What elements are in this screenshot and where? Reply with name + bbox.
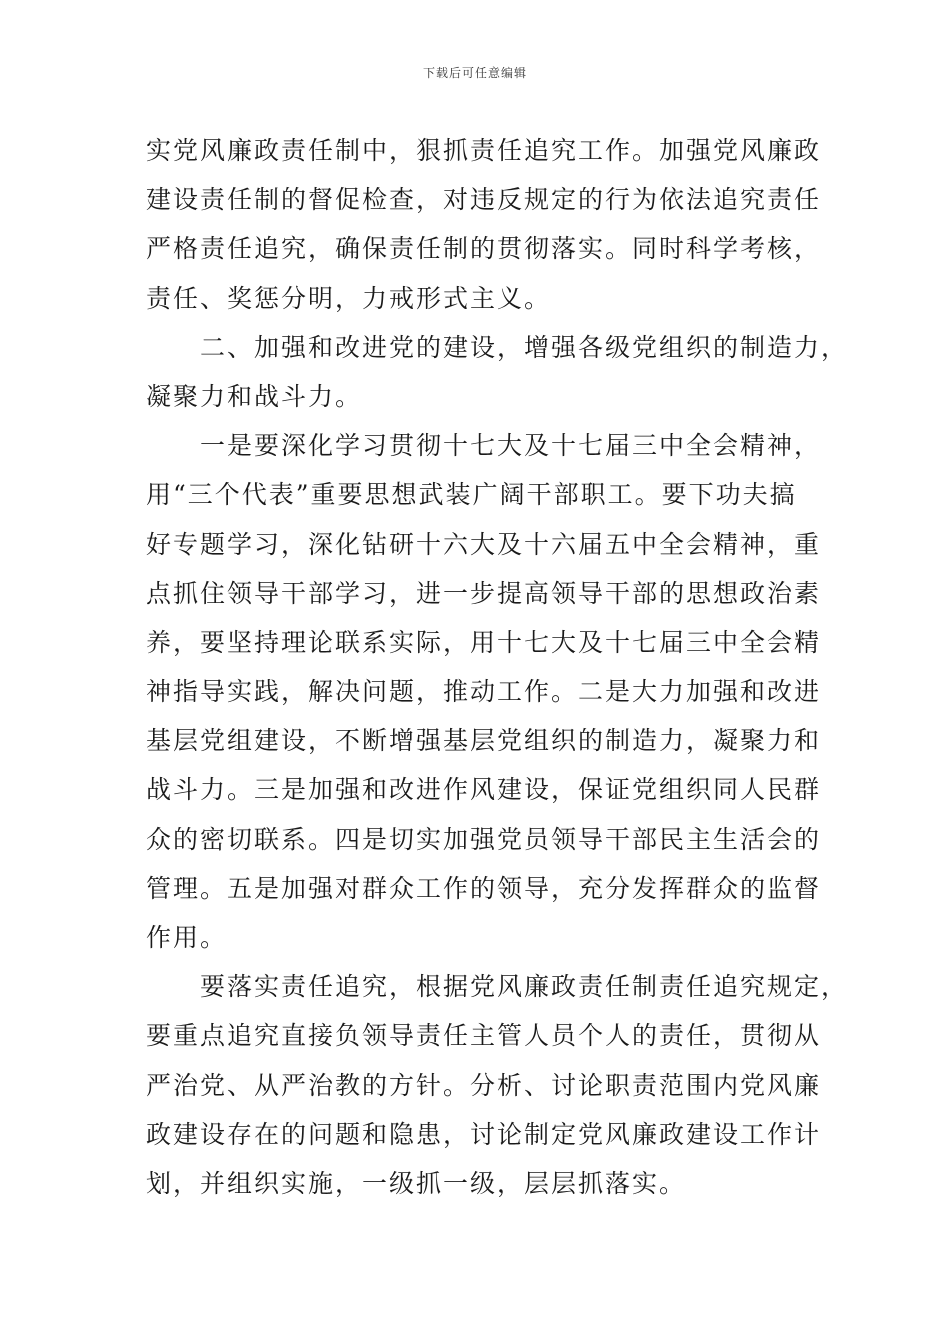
text-line: 管理。五是加强对群众工作的领导，充分发挥群众的监督 bbox=[146, 873, 822, 903]
text-line: 实党风廉政责任制中，狠抓责任追究工作。加强党风廉政 bbox=[146, 136, 822, 165]
text-line: 一是要深化学习贯彻十七大及十七届三中全会精神， bbox=[200, 431, 822, 461]
text-line: 划，并组织实施，一级抓一级，层层抓落实。 bbox=[146, 1168, 687, 1198]
text-line: 点抓住领导干部学习，进一步提高领导干部的思想政治素 bbox=[146, 578, 822, 608]
text-line: 责任、奖惩分明，力戒形式主义。 bbox=[146, 283, 552, 313]
text-line: 神指导实践，解决问题，推动工作。二是大力加强和改进 bbox=[146, 677, 822, 707]
text-line: 基层党组建设，不断增强基层党组织的制造力，凝聚力和 bbox=[146, 726, 822, 756]
text-line: 政建设存在的问题和隐患，讨论制定党风廉政建设工作计 bbox=[146, 1119, 822, 1149]
document-body bbox=[146, 126, 849, 1208]
text-line: 战斗力。三是加强和改进作风建设，保证党组织同人民群 bbox=[146, 775, 822, 805]
text-line: 严治党、从严治教的方针。分析、讨论职责范围内党风廉 bbox=[146, 1070, 822, 1100]
text-line: 建设责任制的督促检查，对违反规定的行为依法追究责任 bbox=[146, 185, 822, 215]
text-line: 要落实责任追究，根据党风廉政责任制责任追究规定， bbox=[200, 972, 849, 1002]
text-line: 凝聚力和战斗力。 bbox=[146, 381, 363, 411]
text-line: 要重点追究直接负领导责任主管人员个人的责任，贯彻从 bbox=[146, 1021, 822, 1051]
text-line: 众的密切联系。四是切实加强党员领导干部民主生活会的 bbox=[146, 824, 822, 854]
text-line: 作用。 bbox=[146, 923, 228, 952]
text-line: 严格责任追究，确保责任制的贯彻落实。同时科学考核， bbox=[146, 234, 822, 264]
text-line: 好专题学习，深化钻研十六大及十六届五中全会精神，重 bbox=[146, 529, 822, 559]
text-line: 二、加强和改进党的建设，增强各级党组织的制造力， bbox=[200, 332, 849, 362]
page-header: 下载后可任意编辑 bbox=[422, 66, 527, 80]
text-line: 养，要坚持理论联系实际，用十七大及十七届三中全会精 bbox=[146, 627, 822, 657]
text-line: 用“三个代表”重要思想武装广阔干部职工。要下功夫搞 bbox=[146, 480, 797, 510]
